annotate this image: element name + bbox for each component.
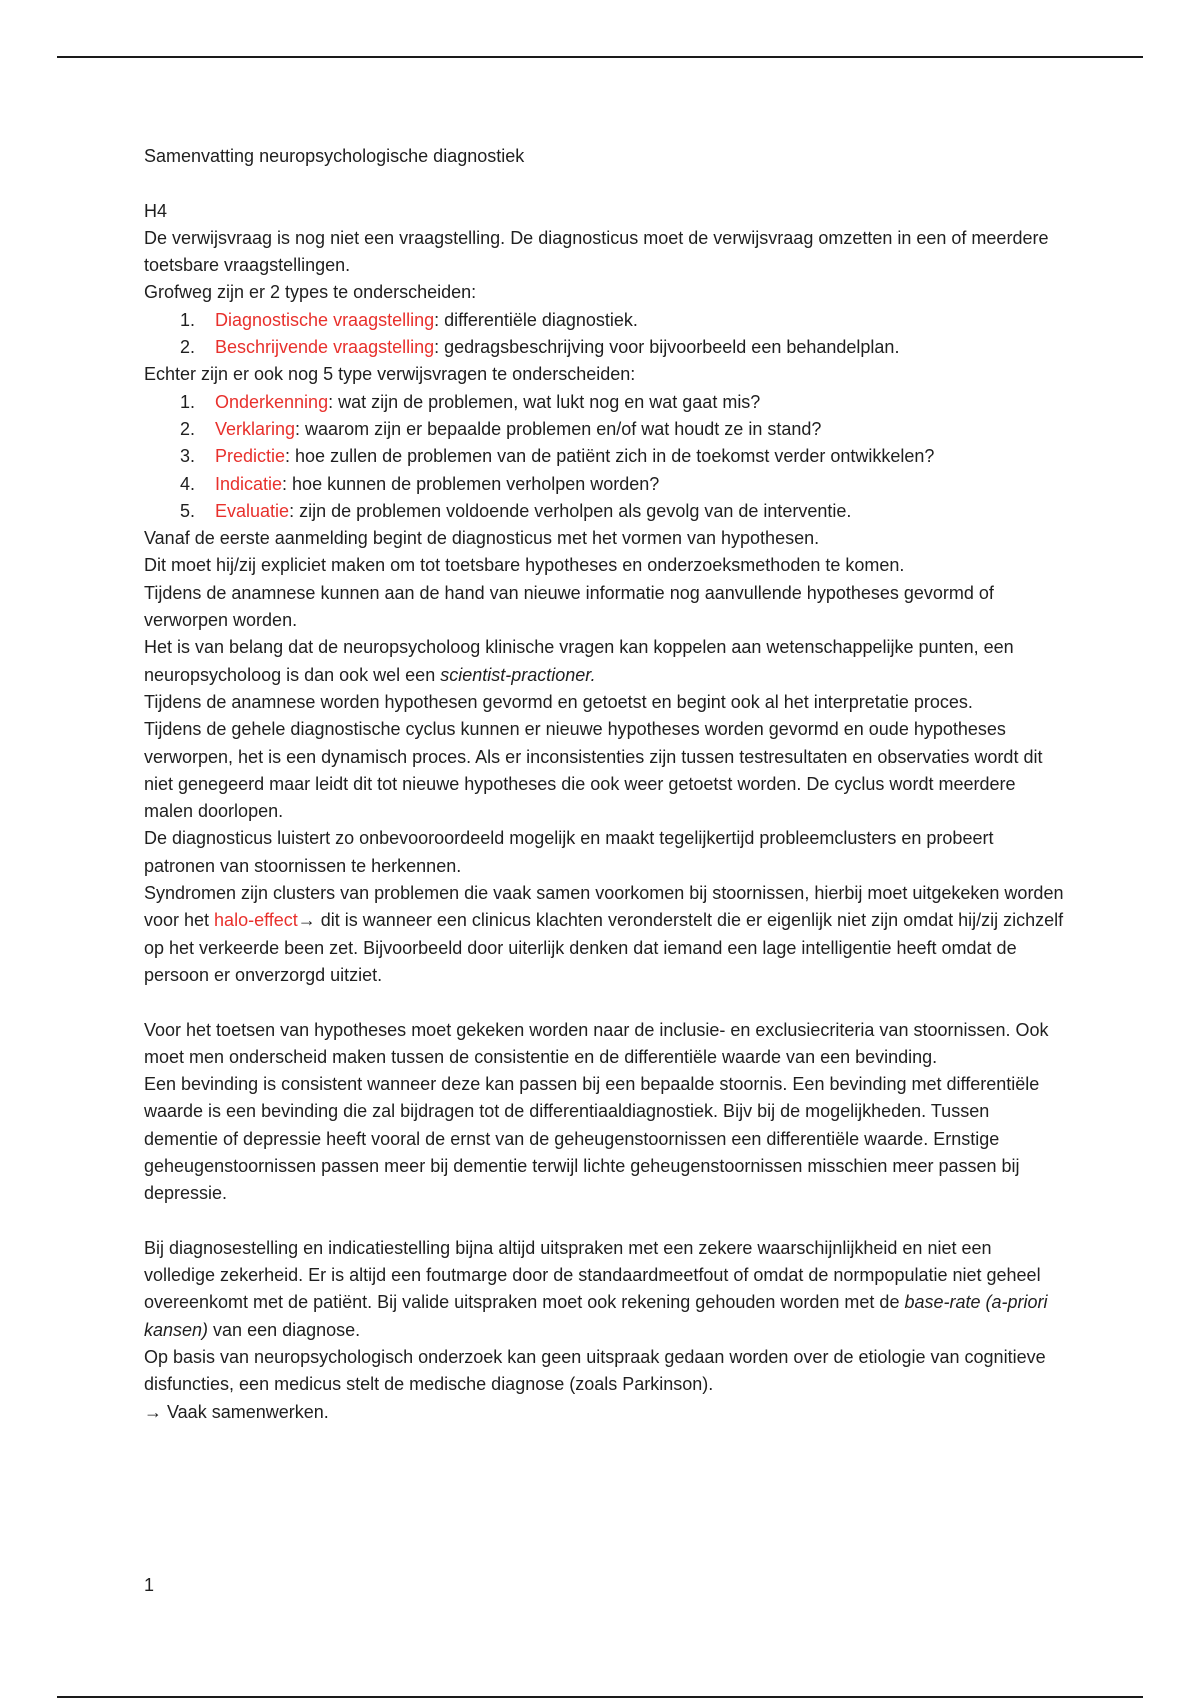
paragraph: → Vaak samenwerken. <box>144 1401 329 1422</box>
list-number: 4. <box>180 473 196 494</box>
list-term: Indicatie <box>215 473 283 494</box>
list-desc: : differentiële diagnostiek. <box>434 309 638 330</box>
list-term: Onderkenning <box>215 391 329 412</box>
list-desc: : hoe zullen de problemen van de patiënt zich in de toekomst verder ontwikkelen? <box>285 446 935 467</box>
verwijs-list <box>144 389 1064 525</box>
italic-term: base-rate (a-priori kansen) <box>144 1292 1048 1340</box>
list-number: 1. <box>180 309 196 330</box>
list-item <box>144 443 1064 470</box>
list-desc: : wat zijn de problemen, wat lukt nog en wat gaat mis? <box>328 391 761 412</box>
list-item <box>144 416 1064 443</box>
paragraph: Tijdens de gehele diagnostische cyclus kunnen er nieuwe hypotheses worden gevormd en oude hypotheses verworpen, het is een dynamisch proces. Als er inconsistenties zijn tussen testresultaten en observaties wordt dit niet genegeerd maar leidt dit tot nieuwe hypotheses die ook weer getoetst worden. De cyclus wordt meerdere malen doorlopen. <box>144 719 1043 822</box>
document-page <box>144 143 1064 1426</box>
list-term: Predictie <box>215 446 286 467</box>
list-term: Evaluatie <box>215 500 290 521</box>
italic-term: scientist-practioner. <box>440 664 596 685</box>
paragraph: De diagnosticus luistert zo onbevooroordeeld mogelijk en maakt tegelijkertijd probleemclusters en probeert patronen van stoornissen te herkennen. <box>144 828 994 876</box>
paragraph-text: → dit is wanneer een clinicus klachten veronderstelt die er eigenlijk niet zijn omdat hij/zij zichzelf op het verkeerde been zet. Bijvoorbeeld door uiterlijk denken dat iemand een lage intelligentie heeft omdat de persoon er onverzorgd uitziet. <box>144 910 1064 985</box>
paragraph-text: Syndromen zijn clusters van problemen die vaak samen voorkomen bij stoornissen, hierbij moet uitgekeken worden voor het <box>144 883 1064 931</box>
paragraph: Op basis van neuropsychologisch onderzoek kan geen uitspraak gedaan worden over de etiologie van cognitieve disfuncties, een medicus stelt de medische diagnose (zoals Parkinson). <box>144 1347 1046 1395</box>
section-heading: H4 <box>144 200 168 221</box>
list-desc: : waarom zijn er bepaalde problemen en/of wat houdt ze in stand? <box>295 418 822 439</box>
paragraph: Voor het toetsen van hypotheses moet gekeken worden naar de inclusie- en exclusiecriteria van stoornissen. Ook moet men onderscheid maken tussen de consistentie en de differentiële waarde van een bevinding. <box>144 1019 1049 1067</box>
paragraph: Een bevinding is consistent wanneer deze kan passen bij een bepaalde stoornis. Een bevinding met differentiële waarde is een bevinding die zal bijdragen tot de differentiaaldiagnostiek. Bijv bij de mogelijkheden. Tussen dementie of depressie heeft vooral de ernst van de geheugenstoornissen een differentiële waarde. Ernstige geheugenstoornissen passen meer bij dementie terwijl lichte geheugenstoornissen misschien meer passen bij depressie. <box>144 1074 1040 1204</box>
paragraph <box>144 1235 1064 1344</box>
paragraph <box>144 880 1064 989</box>
list-number: 3. <box>180 446 196 467</box>
paragraph: Tijdens de anamnese worden hypothesen gevormd en getoetst en begint ook al het interpretatie proces. <box>144 691 973 712</box>
list-number: 5. <box>180 500 196 521</box>
list-term: Verklaring <box>215 418 296 439</box>
header-rule <box>57 56 1143 58</box>
paragraph-text: Het is van belang dat de neuropsycholoog klinische vragen kan koppelen aan wetenschappelijke punten, een neuropsycholoog is dan ook wel een <box>144 637 1014 685</box>
list-term: Diagnostische vraagstelling <box>215 309 435 330</box>
paragraph: Echter zijn er ook nog 5 type verwijsvragen te onderscheiden: <box>144 364 636 385</box>
list-item <box>144 389 1064 416</box>
paragraph: Tijdens de anamnese kunnen aan de hand van nieuwe informatie nog aanvullende hypotheses gevormd of verworpen worden. <box>144 582 994 631</box>
list-number: 1. <box>180 391 196 412</box>
spacer <box>144 1208 1064 1235</box>
list-desc: : hoe kunnen de problemen verholpen worden? <box>282 473 660 494</box>
paragraph: De verwijsvraag is nog niet een vraagstelling. De diagnosticus moet de verwijsvraag omzetten in een of meerdere toetsbare vraagstellingen. <box>144 227 1049 276</box>
list-item <box>144 307 1064 334</box>
list-number: 2. <box>180 337 196 358</box>
list-item <box>144 471 1064 498</box>
paragraph: Vanaf de eerste aanmelding begint de diagnosticus met het vormen van hypothesen. <box>144 528 820 549</box>
highlight-term: halo-effect <box>214 910 298 931</box>
paragraph: Grofweg zijn er 2 types te onderscheiden: <box>144 282 477 303</box>
spacer <box>144 989 1064 1016</box>
paragraph-text: Bij diagnosestelling en indicatiestelling bijna altijd uitspraken met een zekere waarschijnlijkheid en niet een volledige zekerheid. Er is altijd een foutmarge door de standaardmeetfout of omdat de normpopulatie niet geheel overeenkomt met de patiënt. Bij valide uitspraken moet ook rekening gehouden worden met de <box>144 1237 1041 1313</box>
list-number: 2. <box>180 418 196 439</box>
list-desc: : gedragsbeschrijving voor bijvoorbeeld een behandelplan. <box>434 337 900 358</box>
list-item <box>144 498 1064 525</box>
paragraph <box>144 634 1064 689</box>
footer-rule <box>57 1696 1143 1698</box>
types-list <box>144 307 1064 362</box>
document-title: Samenvatting neuropsychologische diagnostiek <box>144 146 525 166</box>
list-desc: : zijn de problemen voldoende verholpen als gevolg van de interventie. <box>289 500 852 521</box>
paragraph-text: van een diagnose. <box>208 1319 361 1340</box>
paragraph: Dit moet hij/zij expliciet maken om tot toetsbare hypotheses en onderzoeksmethoden te komen. <box>144 555 905 576</box>
page-number: 1 <box>144 1575 155 1595</box>
list-term: Beschrijvende vraagstelling <box>215 337 435 358</box>
list-item <box>144 334 1064 361</box>
